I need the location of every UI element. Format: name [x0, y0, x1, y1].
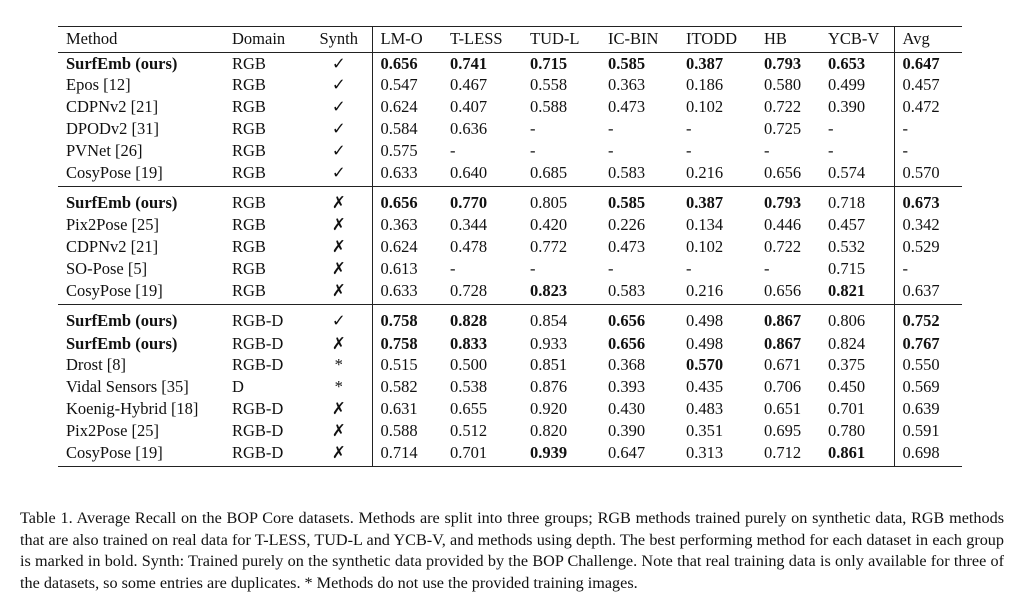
table-row: [58, 333, 962, 355]
cell-tless: 0.728: [450, 280, 488, 300]
cell-itodd: 0.387: [678, 186, 756, 215]
cell-icbin: 0.368: [608, 355, 646, 375]
cell-lmo: 0.613: [380, 259, 418, 279]
header-tless: T-LESS: [442, 27, 522, 53]
cell-avg: 0.698: [902, 442, 940, 462]
cell-lmo: 0.758: [380, 333, 418, 353]
cell-lmo: 0.575: [380, 140, 418, 160]
cell-itodd: 0.216: [686, 162, 724, 182]
cell-avg: 0.529: [902, 237, 940, 257]
cell-itodd: 0.351: [686, 420, 724, 440]
cell-method: Vidal Sensors [35]: [66, 377, 189, 397]
cell-tudl: 0.805: [522, 186, 600, 215]
cell-itodd: 0.387: [686, 53, 724, 73]
cell-domain: RGB-D: [224, 304, 306, 333]
cell-synth: ✗: [306, 215, 372, 237]
cell-icbin: 0.393: [608, 377, 646, 397]
cell-hb: 0.867: [756, 304, 820, 333]
cell-avg: 0.752: [894, 304, 962, 333]
cell-hb: 0.706: [764, 377, 802, 397]
cell-domain: RGB: [232, 259, 266, 279]
cell-ycbv: 0.499: [820, 75, 894, 97]
cell-ycbv: 0.715: [820, 258, 894, 280]
table-row: [58, 75, 962, 97]
cell-hb: 0.695: [764, 420, 802, 440]
cell-tless: 0.500: [450, 355, 488, 375]
cell-tudl: 0.920: [530, 399, 568, 418]
cell-avg: 0.342: [902, 215, 940, 235]
cell-lmo: 0.588: [380, 420, 418, 440]
cell-tudl: 0.558: [530, 75, 568, 95]
results-table: [58, 26, 962, 467]
cell-tless: 0.640: [450, 162, 488, 182]
cell-itodd: 0.134: [686, 215, 724, 235]
cell-domain: RGB-D: [232, 333, 284, 353]
table-row: [58, 280, 962, 304]
header-tudl: TUD-L: [522, 27, 600, 53]
cell-lmo: 0.656: [380, 53, 418, 73]
cell-avg: 0.569: [902, 377, 940, 397]
table-row: [58, 258, 962, 280]
cell-tless: 0.407: [450, 97, 488, 117]
header-row: [58, 27, 962, 53]
cell-domain: D: [232, 377, 244, 397]
cell-synth: ✗: [306, 280, 372, 304]
cell-method: DPODv2 [31]: [66, 119, 160, 139]
cell-method: Koenig-Hybrid [18]: [66, 399, 199, 418]
cell-synth: ✓: [306, 140, 372, 162]
cell-method: SurfEmb (ours): [58, 304, 224, 333]
cell-method: Drost [8]: [66, 355, 127, 375]
cell-itodd: 0.102: [686, 237, 724, 257]
cell-itodd: 0.498: [686, 333, 724, 353]
table-row: [58, 355, 962, 377]
table-row: [58, 237, 962, 259]
cell-ycbv: 0.457: [820, 215, 894, 237]
cell-avg: 0.550: [902, 355, 940, 375]
cell-avg: 0.591: [902, 420, 940, 440]
cell-synth: ✓: [306, 97, 372, 119]
cell-avg: 0.637: [902, 280, 940, 300]
cell-hb: 0.712: [764, 442, 802, 462]
header-domain: Domain: [224, 27, 306, 53]
cell-tudl: 0.588: [530, 97, 568, 117]
cell-synth: ✗: [306, 258, 372, 280]
cell-tless: 0.833: [450, 333, 488, 353]
cell-hb: -: [764, 259, 770, 279]
header-method: Method: [58, 27, 224, 53]
cell-icbin: 0.585: [600, 186, 678, 215]
cell-tudl: 0.939: [530, 442, 568, 462]
header-ycbv: YCB-V: [820, 27, 894, 53]
cell-synth: *: [306, 355, 372, 377]
cell-tless: 0.828: [442, 304, 522, 333]
cell-lmo: 0.656: [372, 186, 442, 215]
cell-lmo: 0.624: [380, 237, 418, 257]
cell-icbin: 0.585: [608, 53, 646, 73]
cell-hb: 0.580: [764, 75, 802, 95]
table-row: [58, 442, 962, 466]
cell-lmo: 0.363: [380, 215, 418, 235]
table-row: [58, 420, 962, 442]
cell-domain: RGB-D: [232, 442, 284, 462]
cell-tudl: 0.854: [522, 304, 600, 333]
cell-itodd: -: [686, 259, 692, 279]
cell-tless: 0.636: [450, 119, 488, 139]
header-avg: Avg: [894, 27, 962, 53]
table-header: [58, 27, 962, 53]
cell-ycbv: 0.824: [820, 333, 894, 355]
table-row: [58, 377, 962, 399]
cell-synth: ✗: [306, 442, 372, 466]
cell-synth: ✗: [306, 237, 372, 259]
cell-domain: RGB: [224, 186, 306, 215]
cell-avg: 0.767: [902, 333, 940, 353]
cell-method: Epos [12]: [66, 75, 131, 95]
cell-ycbv: 0.450: [820, 377, 894, 399]
cell-hb: 0.722: [764, 97, 802, 117]
cell-lmo: 0.633: [380, 280, 418, 300]
table-row: [58, 215, 962, 237]
cell-hb: 0.671: [764, 355, 802, 375]
cell-icbin: 0.473: [608, 237, 646, 257]
table-row: [58, 118, 962, 140]
cell-itodd: 0.483: [686, 399, 724, 418]
group-depth: [58, 304, 962, 466]
cell-ycbv: 0.375: [820, 355, 894, 377]
results-table-container: [58, 26, 962, 467]
cell-itodd: 0.313: [686, 442, 724, 462]
cell-hb: 0.793: [756, 186, 820, 215]
cell-hb: 0.651: [764, 399, 802, 418]
cell-icbin: 0.390: [608, 420, 646, 440]
cell-icbin: -: [608, 119, 614, 139]
cell-lmo: 0.714: [380, 442, 418, 462]
cell-method: CosyPose [19]: [66, 442, 163, 462]
cell-method: Pix2Pose [25]: [66, 420, 160, 440]
cell-lmo: 0.758: [372, 304, 442, 333]
cell-tless: 0.770: [442, 186, 522, 215]
cell-tudl: 0.876: [530, 377, 568, 397]
cell-domain: RGB: [232, 162, 266, 182]
cell-itodd: 0.498: [678, 304, 756, 333]
cell-synth: ✗: [306, 420, 372, 442]
cell-synth: *: [306, 377, 372, 399]
cell-tless: 0.538: [450, 377, 488, 397]
cell-ycbv: 0.861: [820, 442, 894, 466]
cell-lmo: 0.624: [380, 97, 418, 117]
cell-tless: 0.701: [450, 442, 488, 462]
cell-avg: 0.647: [902, 53, 940, 73]
cell-method: Pix2Pose [25]: [66, 215, 160, 235]
table-row: [58, 186, 962, 215]
cell-method: SO-Pose [5]: [66, 259, 148, 279]
cell-domain: RGB: [232, 97, 266, 117]
cell-method: CDPNv2 [21]: [66, 97, 159, 117]
cell-avg: -: [902, 119, 908, 139]
cell-domain: RGB: [232, 215, 266, 235]
cell-hb: 0.793: [764, 53, 802, 73]
cell-hb: -: [764, 140, 770, 160]
cell-tudl: 0.772: [530, 237, 568, 257]
cell-hb: 0.656: [764, 280, 802, 300]
cell-tudl: -: [530, 140, 536, 160]
cell-itodd: 0.570: [686, 355, 724, 375]
cell-ycbv: 0.574: [820, 162, 894, 186]
cell-domain: RGB-D: [232, 355, 284, 375]
cell-icbin: 0.473: [608, 97, 646, 117]
cell-tudl: 0.823: [530, 280, 568, 300]
cell-ycbv: 0.821: [820, 280, 894, 304]
cell-tless: 0.741: [450, 53, 488, 73]
cell-synth: ✗: [306, 186, 372, 215]
cell-tudl: 0.685: [530, 162, 568, 182]
cell-itodd: -: [686, 119, 692, 139]
cell-itodd: 0.186: [686, 75, 724, 95]
cell-domain: RGB-D: [232, 399, 284, 418]
cell-ycbv: -: [820, 118, 894, 140]
cell-ycbv: 0.780: [820, 420, 894, 442]
cell-icbin: 0.583: [608, 280, 646, 300]
group-synthetic-rgb: [58, 53, 962, 187]
cell-ycbv: 0.653: [820, 53, 894, 75]
cell-tless: 0.512: [450, 420, 488, 440]
cell-hb: 0.446: [764, 215, 802, 235]
cell-domain: RGB: [232, 140, 266, 160]
header-hb: HB: [756, 27, 820, 53]
cell-tless: 0.655: [450, 399, 488, 418]
cell-avg: -: [902, 259, 908, 279]
cell-lmo: 0.633: [380, 162, 418, 182]
cell-tless: 0.344: [450, 215, 488, 235]
table-row: [58, 97, 962, 119]
cell-ycbv: 0.806: [820, 304, 894, 333]
cell-icbin: 0.363: [608, 75, 646, 95]
cell-lmo: 0.547: [380, 75, 418, 95]
table-row: [58, 304, 962, 333]
header-lmo: LM-O: [372, 27, 442, 53]
cell-avg: -: [902, 140, 908, 160]
cell-ycbv: 0.718: [820, 186, 894, 215]
cell-method: SurfEmb (ours): [66, 333, 178, 353]
cell-icbin: 0.583: [608, 162, 646, 182]
cell-hb: 0.725: [764, 119, 802, 139]
cell-avg: 0.673: [894, 186, 962, 215]
cell-domain: RGB: [232, 119, 266, 139]
cell-domain: RGB-D: [232, 420, 284, 440]
cell-icbin: 0.656: [608, 333, 646, 353]
cell-synth: ✗: [306, 333, 372, 355]
cell-lmo: 0.631: [380, 399, 418, 418]
cell-lmo: 0.515: [380, 355, 418, 375]
cell-icbin: 0.647: [608, 442, 646, 462]
cell-lmo: 0.584: [380, 119, 418, 139]
cell-method: PVNet [26]: [66, 140, 143, 160]
cell-tudl: 0.820: [530, 420, 568, 440]
cell-method: SurfEmb (ours): [66, 53, 178, 73]
cell-lmo: 0.582: [380, 377, 418, 397]
cell-domain: RGB: [232, 53, 266, 73]
cell-hb: 0.656: [764, 162, 802, 182]
cell-itodd: 0.102: [686, 97, 724, 117]
cell-icbin: 0.430: [608, 399, 646, 418]
cell-tudl: 0.420: [530, 215, 568, 235]
cell-itodd: 0.435: [686, 377, 724, 397]
cell-ycbv: 0.701: [820, 398, 894, 420]
cell-icbin: -: [608, 140, 614, 160]
cell-method: CDPNv2 [21]: [66, 237, 159, 257]
cell-tudl: 0.933: [530, 333, 568, 353]
cell-synth: ✓: [306, 162, 372, 186]
cell-domain: RGB: [232, 75, 266, 95]
cell-icbin: 0.656: [600, 304, 678, 333]
cell-ycbv: -: [820, 140, 894, 162]
cell-hb: 0.867: [764, 333, 802, 353]
cell-icbin: -: [608, 259, 614, 279]
cell-avg: 0.457: [902, 75, 940, 95]
header-synth: Synth: [306, 27, 372, 53]
group-real-rgb: [58, 186, 962, 304]
cell-icbin: 0.226: [608, 215, 646, 235]
table-row: [58, 162, 962, 186]
cell-domain: RGB: [232, 237, 266, 257]
header-itodd: ITODD: [678, 27, 756, 53]
cell-tless: 0.478: [450, 237, 488, 257]
cell-avg: 0.639: [902, 399, 940, 418]
table-row: [58, 53, 962, 75]
cell-domain: RGB: [232, 280, 266, 300]
header-icbin: IC-BIN: [600, 27, 678, 53]
cell-ycbv: 0.390: [820, 97, 894, 119]
cell-synth: ✓: [306, 118, 372, 140]
cell-synth: ✓: [306, 53, 372, 75]
cell-tudl: 0.851: [530, 355, 568, 375]
cell-tless: -: [450, 140, 456, 160]
cell-method: CosyPose [19]: [66, 280, 163, 300]
cell-tless: -: [450, 259, 456, 279]
table-caption: Table 1. Average Recall on the BOP Core datasets. Methods are split into three groups; RGB methods trained purely on synthetic data, RGB methods that are also trained on real data for T-LESS, TUD-L and YCB-V, and methods using depth. The best performing method for each dataset in each group is marked in bold. Synth: Trained purely on the synthetic data provided by the BOP Challenge. Note that real training data is only available for three of the datasets, so some entries are duplicates. * Methods do not use the provided training images.: [20, 509, 1004, 592]
cell-itodd: 0.216: [686, 280, 724, 300]
table-row: [58, 140, 962, 162]
cell-synth: ✓: [306, 75, 372, 97]
cell-method: SurfEmb (ours): [58, 186, 224, 215]
cell-tudl: 0.715: [530, 53, 568, 73]
cell-hb: 0.722: [764, 237, 802, 257]
cell-tudl: -: [530, 119, 536, 139]
cell-itodd: -: [686, 140, 692, 160]
cell-avg: 0.570: [902, 162, 940, 182]
table-row: [58, 398, 962, 420]
cell-synth: ✓: [306, 304, 372, 333]
cell-tless: 0.467: [450, 75, 488, 95]
cell-tudl: -: [530, 259, 536, 279]
cell-ycbv: 0.532: [820, 237, 894, 259]
cell-method: CosyPose [19]: [66, 162, 163, 182]
cell-avg: 0.472: [902, 97, 940, 117]
cell-synth: ✗: [306, 398, 372, 420]
